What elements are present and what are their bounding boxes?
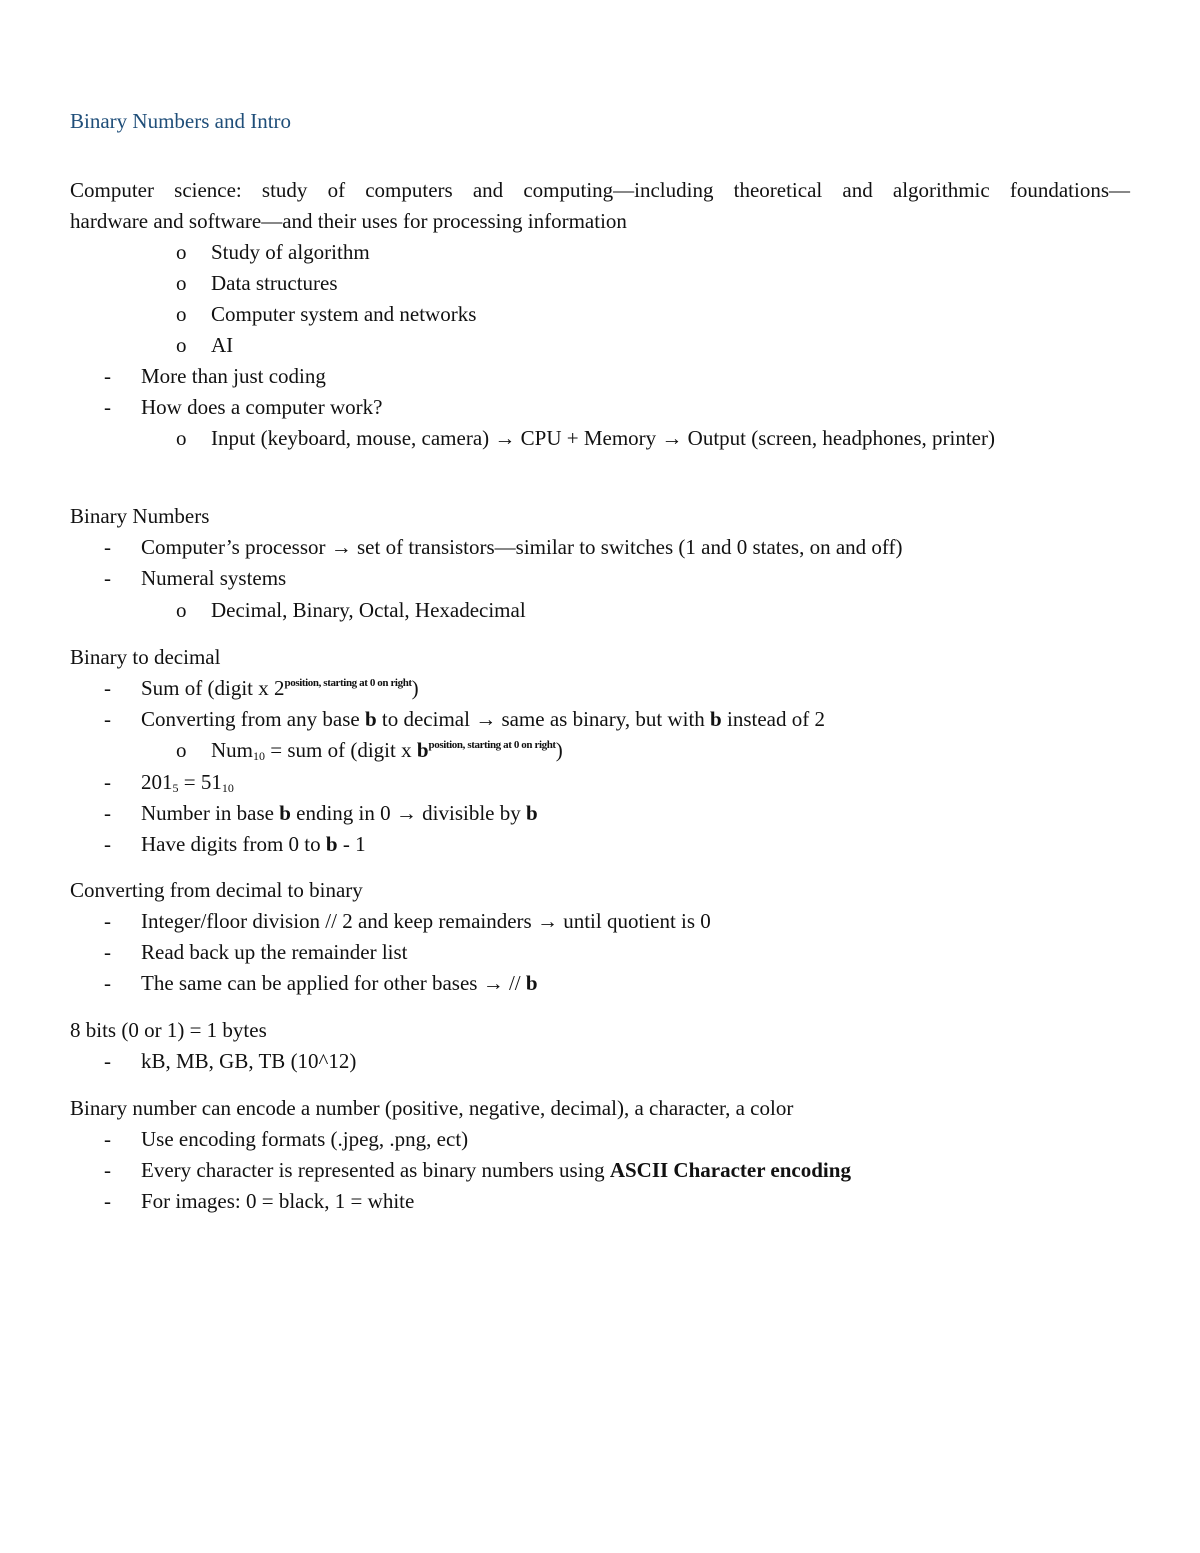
list-item: Read back up the remainder list (141, 940, 408, 964)
section-heading: Binary number can encode a number (positive, negative, decimal), a character, a color (70, 1096, 794, 1120)
section-heading: Binary to decimal (70, 645, 221, 669)
dash-bullet-icon: - (104, 676, 111, 700)
item-text: Converting from any base (141, 707, 365, 731)
list-item (141, 674, 419, 702)
list-item: Computer’s processor → set of transistors—similar to switches (1 and 0 states, on and off) (141, 535, 903, 559)
intro-line-2: hardware and software—and their uses for processing information (70, 209, 627, 233)
formula-text: = sum of (digit x (265, 738, 417, 762)
list-item: kB, MB, GB, TB (10^12) (141, 1049, 357, 1073)
circle-bullet-icon: o (176, 426, 187, 450)
formula-text: = 51 (178, 770, 222, 794)
item-text: instead of 2 (721, 707, 825, 731)
circle-bullet-icon: o (176, 271, 187, 295)
dash-bullet-icon: - (104, 1189, 111, 1213)
section-heading: Binary Numbers (70, 504, 210, 528)
list-item: For images: 0 = black, 1 = white (141, 1189, 415, 1213)
dash-bullet-icon: - (104, 971, 111, 995)
bold-base-letter: b (416, 738, 429, 762)
dash-bullet-icon: - (104, 1127, 111, 1151)
item-text: ending in 0 → divisible by (290, 801, 526, 825)
list-item: Decimal, Binary, Octal, Hexadecimal (211, 598, 526, 622)
list-item (141, 768, 234, 796)
list-item (141, 705, 825, 733)
item-text: The same can be applied for other bases → // (141, 971, 526, 995)
list-item: More than just coding (141, 364, 326, 388)
list-item: AI (211, 333, 234, 357)
dash-bullet-icon: - (104, 535, 111, 559)
item-text: - 1 (337, 832, 366, 856)
list-item (141, 799, 538, 827)
dash-bullet-icon: - (104, 909, 111, 933)
subscript-text: 5 (172, 781, 179, 795)
formula-text: Sum of (digit x 2 (141, 676, 285, 700)
circle-bullet-icon: o (176, 302, 187, 326)
formula-text: ) (411, 676, 419, 700)
list-item: Integer/floor division // 2 and keep remainders → until quotient is 0 (141, 909, 711, 933)
list-item: Study of algorithm (211, 240, 370, 264)
formula-text: 201 (141, 770, 173, 794)
list-item (141, 969, 538, 997)
circle-bullet-icon: o (176, 333, 187, 357)
list-item: How does a computer work? (141, 395, 383, 419)
circle-bullet-icon: o (176, 738, 187, 762)
dash-bullet-icon: - (104, 1158, 111, 1182)
formula-text: ) (555, 738, 563, 762)
circle-bullet-icon: o (176, 240, 187, 264)
list-item: Computer system and networks (211, 302, 477, 326)
list-item: Data structures (211, 271, 338, 295)
formula-text: Num (211, 738, 253, 762)
item-text: to decimal → same as binary, but with (376, 707, 711, 731)
bold-base-letter: b (525, 971, 538, 995)
dash-bullet-icon: - (104, 940, 111, 964)
dash-bullet-icon: - (104, 364, 111, 388)
bold-term: ASCII Character encoding (609, 1158, 851, 1182)
bold-base-letter: b (525, 801, 538, 825)
dash-bullet-icon: - (104, 770, 111, 794)
dash-bullet-icon: - (104, 707, 111, 731)
exponent-text: position, starting at 0 on right (428, 739, 556, 751)
item-text: Have digits from 0 to (141, 832, 326, 856)
list-item (141, 1156, 851, 1184)
item-text: Number in base (141, 801, 280, 825)
subscript-text: 10 (221, 781, 234, 795)
dash-bullet-icon: - (104, 1049, 111, 1073)
dash-bullet-icon: - (104, 566, 111, 590)
list-item: Use encoding formats (.jpeg, .png, ect) (141, 1127, 469, 1151)
circle-bullet-icon: o (176, 598, 187, 622)
subscript-text: 10 (253, 749, 265, 763)
dash-bullet-icon: - (104, 832, 111, 856)
section-heading: Converting from decimal to binary (70, 878, 363, 902)
bold-base-letter: b (364, 707, 377, 731)
page-title: Binary Numbers and Intro (70, 109, 292, 133)
exponent-text: position, starting at 0 on right (284, 677, 412, 689)
bold-base-letter: b (325, 832, 338, 856)
bold-base-letter: b (279, 801, 291, 825)
section-heading: 8 bits (0 or 1) = 1 bytes (70, 1018, 267, 1042)
dash-bullet-icon: - (104, 395, 111, 419)
list-item (141, 830, 366, 858)
bold-base-letter: b (710, 707, 722, 731)
list-item (211, 736, 563, 764)
list-item: Input (keyboard, mouse, camera) → CPU + Memory → Output (screen, headphones, printer) (211, 426, 995, 450)
item-text: Every character is represented as binary numbers using (141, 1158, 610, 1182)
list-item: Numeral systems (141, 566, 287, 590)
dash-bullet-icon: - (104, 801, 111, 825)
intro-line-1: Computer science: study of computers and computing—including theoretical and algorithmic foundations— (70, 178, 1130, 202)
